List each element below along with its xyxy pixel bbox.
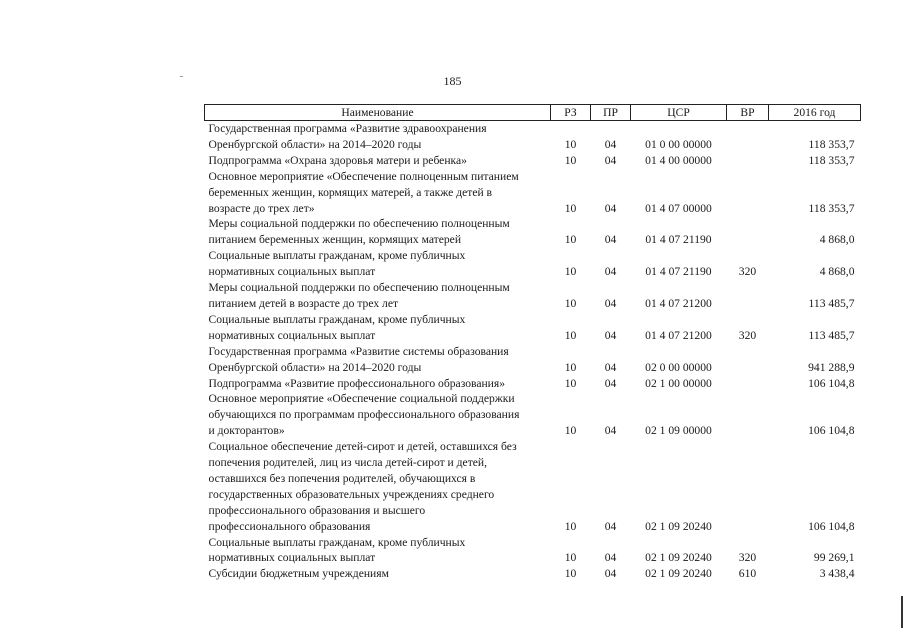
header-year: 2016 год — [769, 105, 861, 121]
table-row — [205, 312, 861, 344]
row-pr: 04 — [604, 137, 617, 151]
row-vr — [727, 153, 769, 169]
header-pr: ПР — [591, 105, 631, 121]
row-rz: 10 — [564, 328, 577, 342]
table-row — [205, 280, 861, 312]
row-amount: 113 485,7 — [808, 328, 855, 342]
row-pr: 04 — [604, 360, 617, 374]
row-vr: 320 — [738, 551, 757, 565]
row-amount: 4 868,0 — [819, 233, 855, 247]
row-vr — [727, 169, 769, 217]
row-csr: 02 0 00 00000 — [645, 360, 712, 374]
row-pr: 04 — [604, 328, 617, 342]
row-csr: 01 4 07 21190 — [645, 233, 712, 247]
row-vr — [727, 216, 769, 248]
row-rz: 10 — [564, 551, 577, 565]
row-name: Подпрограмма «Развитие профессионального образования» — [208, 376, 506, 390]
row-csr: 01 4 07 21190 — [645, 265, 712, 279]
row-csr: 02 1 09 00000 — [645, 424, 712, 438]
table-row — [205, 376, 861, 392]
row-amount: 3 438,4 — [819, 567, 855, 581]
row-csr: 02 1 09 20240 — [645, 551, 712, 565]
table-row — [205, 248, 861, 280]
row-rz: 10 — [564, 265, 577, 279]
row-amount: 118 353,7 — [808, 201, 855, 215]
row-name: Государственная программа «Развитие системы образования Оренбургской области» на 2014–2020 годы — [208, 344, 509, 374]
table-row — [205, 121, 861, 153]
row-vr — [727, 121, 769, 153]
table-header-row — [205, 105, 861, 121]
row-amount: 118 353,7 — [808, 137, 855, 151]
row-name: Социальное обеспечение детей-сирот и детей, оставшихся без попечения родителей, лиц из числа детей-сирот и детей, оставшихся без попечения родителей, обучающихся в государственных образовательных учреждениях среднего профессионального образования и высшего профессионального образования — [208, 440, 517, 533]
table-row — [205, 344, 861, 376]
header-rz: РЗ — [551, 105, 591, 121]
row-name: Основное мероприятие «Обеспечение полноценным питанием беременных женщин, кормящих матерей, а также детей в возрасте до трех лет» — [208, 169, 519, 215]
table-row — [205, 153, 861, 169]
table-row — [205, 439, 861, 534]
header-name: Наименование — [205, 105, 551, 121]
row-rz: 10 — [564, 424, 577, 438]
row-name: Субсидии бюджетным учреждениям — [208, 567, 389, 581]
row-csr: 01 4 07 00000 — [645, 201, 712, 215]
row-name: Социальные выплаты гражданам, кроме публичных нормативных социальных выплат — [208, 535, 466, 565]
row-csr: 02 1 00 00000 — [645, 376, 712, 390]
row-pr: 04 — [604, 265, 617, 279]
row-rz: 10 — [564, 519, 577, 533]
row-amount: 118 353,7 — [808, 153, 855, 167]
row-rz: 10 — [564, 360, 577, 374]
row-pr: 04 — [604, 519, 617, 533]
row-csr: 01 4 00 00000 — [645, 153, 712, 167]
row-amount: 941 288,9 — [808, 360, 855, 374]
row-csr: 01 0 00 00000 — [645, 137, 712, 151]
table-row — [205, 391, 861, 439]
page-number: 185 — [443, 74, 462, 88]
row-csr: 01 4 07 21200 — [645, 296, 712, 310]
row-pr: 04 — [604, 153, 617, 167]
table-row — [205, 566, 861, 582]
row-rz: 10 — [564, 376, 577, 390]
row-vr — [727, 280, 769, 312]
row-vr — [727, 439, 769, 534]
row-name: Социальные выплаты гражданам, кроме публичных нормативных социальных выплат — [208, 249, 466, 279]
row-name: Меры социальной поддержки по обеспечению полноценным питанием детей в возрасте до трех лет — [208, 281, 510, 310]
row-name: Государственная программа «Развитие здравоохранения Оренбургской области» на 2014–2020 годы — [208, 122, 487, 151]
table-row — [205, 535, 861, 567]
row-pr: 04 — [604, 296, 617, 310]
row-pr: 04 — [604, 551, 617, 565]
row-csr: 02 1 09 20240 — [645, 519, 712, 533]
budget-table — [204, 104, 861, 582]
scan-edge-mark — [901, 596, 903, 628]
row-amount: 99 269,1 — [813, 551, 855, 565]
row-name: Основное мероприятие «Обеспечение социальной поддержки обучающихся по программам профессионального образования и докторантов» — [208, 392, 520, 438]
row-pr: 04 — [604, 201, 617, 215]
row-rz: 10 — [564, 153, 577, 167]
row-pr: 04 — [604, 233, 617, 247]
row-pr: 04 — [604, 376, 617, 390]
table-row — [205, 169, 861, 217]
row-vr: 320 — [738, 328, 757, 342]
row-vr: 320 — [738, 265, 757, 279]
row-name: Меры социальной поддержки по обеспечению полноценным питанием беременных женщин, кормящих матерей — [208, 217, 510, 247]
row-amount: 106 104,8 — [808, 519, 855, 533]
row-vr: 610 — [738, 567, 757, 581]
header-vr: ВР — [727, 105, 769, 121]
table-body — [205, 121, 861, 583]
row-pr: 04 — [604, 567, 617, 581]
row-name: Подпрограмма «Охрана здоровья матери и ребенка» — [208, 153, 467, 167]
row-rz: 10 — [564, 296, 577, 310]
row-csr: 02 1 09 20240 — [645, 567, 712, 581]
row-rz: 10 — [564, 137, 577, 151]
header-csr: ЦСР — [631, 105, 727, 121]
row-rz: 10 — [564, 233, 577, 247]
row-amount: 106 104,8 — [808, 376, 855, 390]
row-csr: 01 4 07 21200 — [645, 328, 712, 342]
table-row — [205, 216, 861, 248]
row-vr — [727, 344, 769, 376]
row-name: Социальные выплаты гражданам, кроме публичных нормативных социальных выплат — [208, 312, 466, 342]
row-rz: 10 — [564, 201, 577, 215]
row-rz: 10 — [564, 567, 577, 581]
row-amount: 113 485,7 — [808, 296, 855, 310]
row-pr: 04 — [604, 424, 617, 438]
row-amount: 4 868,0 — [819, 265, 855, 279]
row-vr — [727, 391, 769, 439]
row-vr — [727, 376, 769, 392]
row-amount: 106 104,8 — [808, 424, 855, 438]
